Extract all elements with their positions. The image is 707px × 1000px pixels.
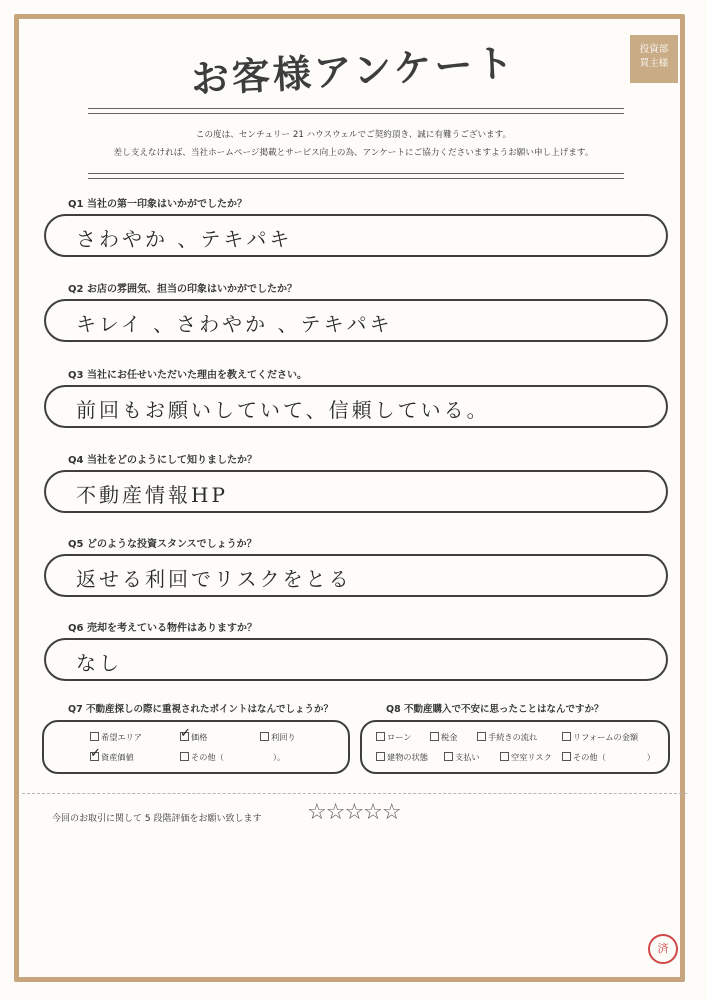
q7-option-yield[interactable]: 利回り (260, 732, 296, 743)
q8-option-vacancy-risk[interactable]: 空室リスク (500, 752, 552, 763)
q5-label: Q5 どのような投資スタンスでしょうか？ (68, 539, 257, 550)
top-rule (88, 108, 624, 109)
q8-label: Q8 不動産購入で不安に思ったことはなんですか？ (386, 704, 604, 715)
q5-answer-box[interactable] (44, 554, 668, 597)
q7-option-asset-value[interactable]: ✓ 資産価値 (90, 746, 134, 762)
section-divider (22, 793, 687, 794)
rating-prompt: 今回のお取引に関して 5 段階評価をお願い致します (52, 814, 262, 824)
check-mark-icon: ✓ (180, 726, 191, 741)
q4-answer-box[interactable] (44, 470, 668, 513)
q2-answer: キレイ 、さわやか 、テキパキ (76, 312, 393, 336)
q6-answer: なし (76, 651, 122, 675)
page-title: お客様アンケート (189, 40, 518, 102)
intro-line-2: 差し支えなければ、当社ホームページ掲載とサービス向上の為、アンケートにご協力くださいますようお願い申し上げます。 (113, 148, 594, 158)
checkbox[interactable] (376, 752, 385, 761)
q7-options-box (42, 720, 350, 774)
checkbox[interactable] (444, 752, 453, 761)
checkbox[interactable] (562, 752, 571, 761)
badge-line1: 投資部 (639, 44, 669, 55)
check-mark-icon: ✓ (90, 746, 101, 761)
star-rating[interactable]: ☆☆☆☆☆ (307, 800, 401, 825)
q6-label: Q6 売却を考えている物件はありますか？ (68, 623, 257, 634)
badge-line2: 買主様 (639, 58, 669, 69)
category-badge (630, 35, 678, 83)
checkbox-checked[interactable] (180, 726, 191, 741)
checkbox-checked[interactable] (90, 746, 101, 761)
q8-option-loan[interactable]: ローン (376, 732, 411, 743)
q8-option-payment[interactable]: 支払い (444, 752, 480, 763)
checkbox[interactable] (477, 732, 486, 741)
checkbox[interactable] (500, 752, 509, 761)
q3-answer-box[interactable] (44, 385, 668, 428)
q2-label: Q2 お店の雰囲気、担当の印象はいかがでしたか？ (68, 284, 297, 295)
intro-line-1: この度は、センチュリー 21 ハウスウェルでご契約頂き、誠に有難うございます。 (195, 130, 512, 140)
q1-label: Q1 当社の第一印象はいかがでしたか？ (68, 199, 247, 210)
q8-option-other[interactable]: その他（ ） (562, 752, 655, 763)
q1-answer-box[interactable] (44, 214, 668, 257)
q7-option-other[interactable]: その他（ ）。 (180, 752, 285, 763)
q7-option-area[interactable]: 希望エリア (90, 732, 142, 743)
q1-answer: さわやか 、テキパキ (76, 227, 293, 251)
q3-label: Q3 当社にお任せいただいた理由を教えてください。 (68, 370, 307, 381)
completed-stamp: 済 (648, 934, 678, 964)
q8-option-reform-cost[interactable]: リフォームの金額 (562, 732, 638, 743)
checkbox[interactable] (260, 732, 269, 741)
q8-option-tax[interactable]: 税金 (430, 732, 457, 743)
q8-options-box (360, 720, 670, 774)
intro-bottom-rule-2 (88, 178, 624, 179)
q7-label: Q7 不動産探しの際に重視されたポイントはなんでしょうか？ (68, 704, 333, 715)
checkbox[interactable] (562, 732, 571, 741)
q5-answer: 返せる利回でリスクをとる (76, 567, 352, 591)
q8-option-procedure[interactable]: 手続きの流れ (477, 732, 537, 743)
q2-answer-box[interactable] (44, 299, 668, 342)
checkbox[interactable] (180, 752, 189, 761)
q7-option-price[interactable]: ✓ 価格 (180, 726, 208, 742)
q8-option-building-condition[interactable]: 建物の状態 (376, 752, 428, 763)
q4-answer: 不動産情報HP (76, 483, 228, 507)
intro-bottom-rule (88, 173, 624, 174)
q3-answer: 前回もお願いしていて、信頼している。 (76, 398, 490, 422)
checkbox[interactable] (430, 732, 439, 741)
top-rule-2 (88, 113, 624, 114)
q4-label: Q4 当社をどのようにして知りましたか？ (68, 455, 257, 466)
checkbox[interactable] (90, 732, 99, 741)
q6-answer-box[interactable] (44, 638, 668, 681)
checkbox[interactable] (376, 732, 385, 741)
